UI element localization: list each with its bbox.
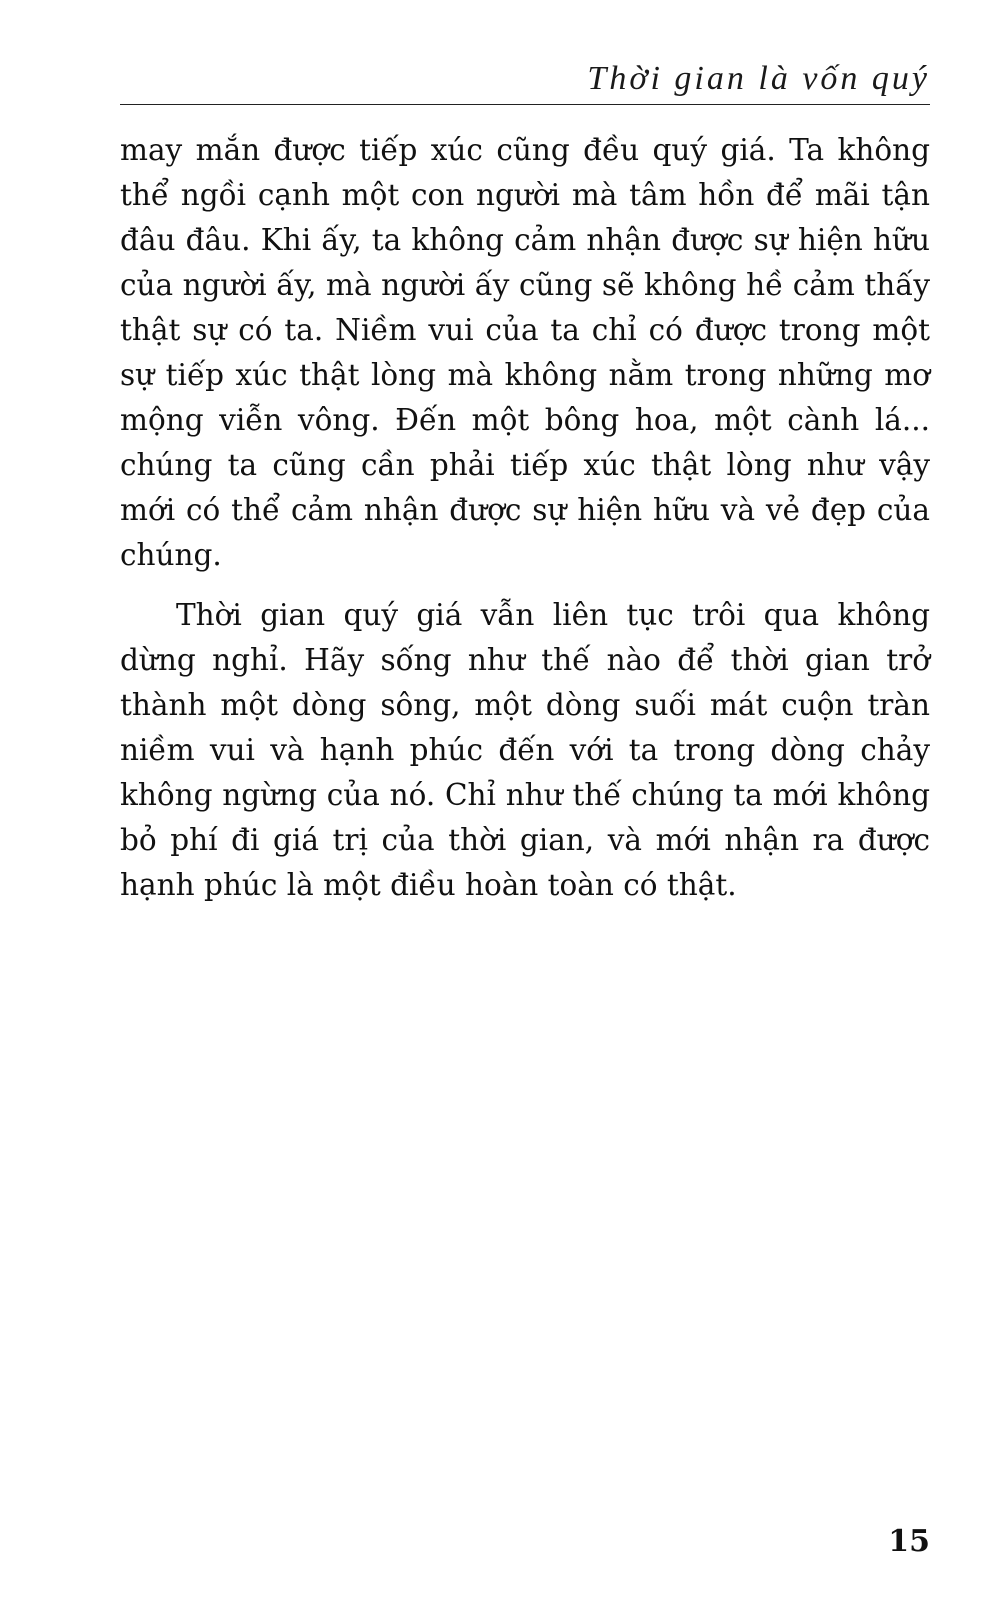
page-body: [120, 128, 930, 908]
running-header: [120, 58, 930, 105]
body-paragraph-continued: may mắn được tiếp xúc cũng đều quý giá. Ta không thể ngồi cạnh một con người mà tâm hồn để mãi tận đâu đâu. Khi ấy, ta không cảm nhận được sự hiện hữu của người ấy, mà người ấy cũng sẽ không hề cảm thấy thật sự có ta. Niềm vui của ta chỉ có được trong một sự tiếp xúc thật lòng mà không nằm trong những mơ mộng viễn vông. Đến một bông hoa, một cành lá... chúng ta cũng cần phải tiếp xúc thật lòng như vậy mới có thể cảm nhận được sự hiện hữu và vẻ đẹp của chúng.: [120, 133, 930, 572]
body-paragraph: Thời gian quý giá vẫn liên tục trôi qua không dừng nghỉ. Hãy sống như thế nào để thời gian trở thành một dòng sông, một dòng suối mát cuộn tràn niềm vui và hạnh phúc đến với ta trong dòng chảy không ngừng của nó. Chỉ như thế chúng ta mới không bỏ phí đi giá trị của thời gian, và mới nhận ra được hạnh phúc là một điều hoàn toàn có thật.: [120, 598, 930, 902]
page-number: 15: [888, 1524, 930, 1559]
running-header-title: Thời gian là vốn quý: [587, 60, 930, 97]
